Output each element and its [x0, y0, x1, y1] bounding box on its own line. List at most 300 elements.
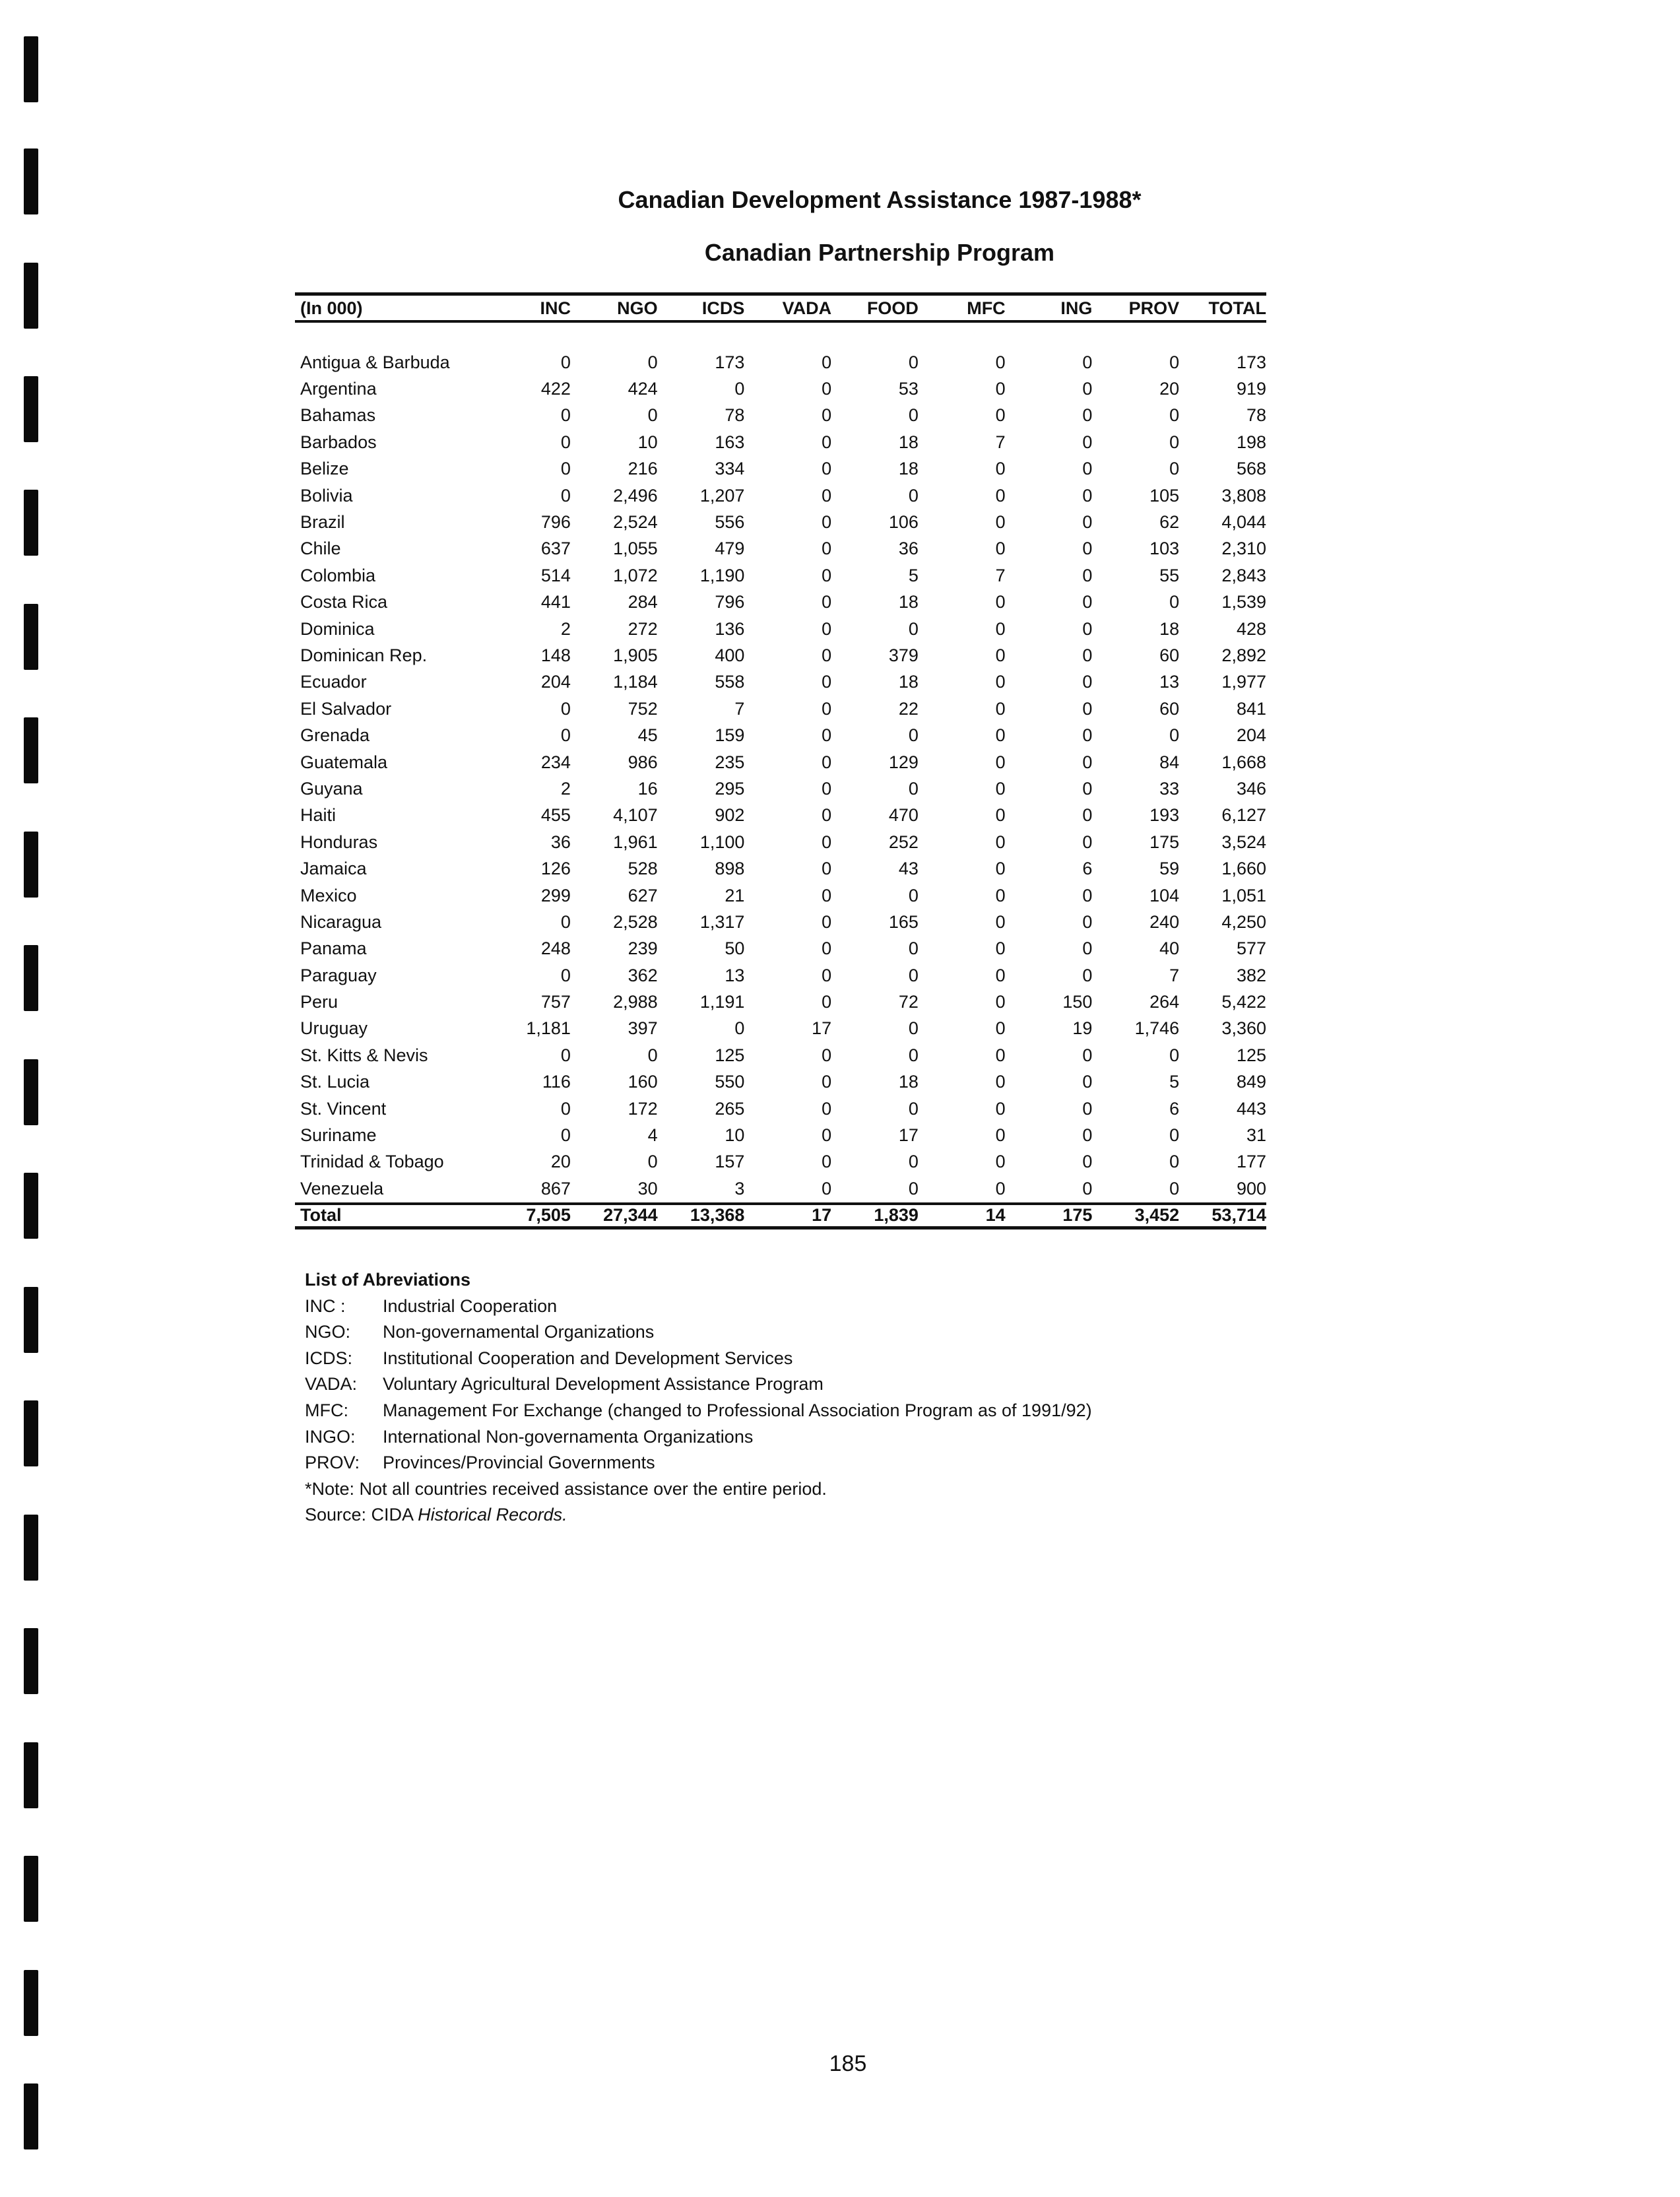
value-cell: 1,100	[699, 832, 745, 852]
value-cell: 204	[540, 672, 571, 692]
abbreviation-definition: Voluntary Agricultural Development Assistance Program	[383, 1374, 824, 1394]
value-cell: 0	[560, 352, 571, 372]
country-cell: Trinidad & Tobago	[300, 1152, 444, 1172]
assistance-table	[295, 292, 1266, 1230]
value-cell: 0	[1082, 752, 1093, 772]
abbreviation-item	[305, 1371, 1092, 1398]
value-cell: 284	[628, 592, 658, 612]
abbreviation-code: INGO:	[305, 1426, 356, 1447]
value-cell: 0	[1169, 405, 1180, 426]
country-cell: Chile	[300, 539, 341, 559]
value-cell: 0	[822, 379, 832, 399]
value-cell: 103	[1149, 539, 1180, 559]
column-header: TOTAL	[1208, 298, 1266, 318]
total-value-cell: 27,344	[603, 1205, 658, 1225]
value-cell: 19	[1072, 1018, 1093, 1039]
value-cell: 0	[1082, 1178, 1093, 1198]
value-cell: 50	[725, 938, 745, 959]
value-cell: 60	[1159, 698, 1180, 719]
value-cell: 514	[540, 565, 571, 585]
table-row	[295, 669, 1266, 696]
column-header: MFC	[967, 298, 1006, 318]
value-cell: 0	[560, 432, 571, 452]
value-cell: 239	[628, 938, 658, 959]
value-cell: 116	[542, 1072, 571, 1092]
country-cell: Belize	[300, 459, 349, 479]
value-cell: 0	[908, 405, 919, 426]
column-header: NGO	[617, 298, 658, 318]
value-cell: 0	[908, 1178, 919, 1198]
value-cell: 216	[628, 459, 658, 479]
value-cell: 0	[995, 672, 1006, 692]
value-cell: 0	[995, 832, 1006, 852]
value-cell: 382	[1236, 965, 1266, 985]
value-cell: 0	[1082, 405, 1093, 426]
value-cell: 479	[715, 539, 745, 559]
value-cell: 0	[995, 405, 1006, 426]
total-value-cell: 14	[985, 1205, 1006, 1225]
value-cell: 397	[628, 1018, 658, 1039]
value-cell: 0	[822, 725, 832, 746]
spacer-row	[295, 321, 1266, 349]
value-cell: 0	[822, 965, 832, 985]
country-cell: Venezuela	[300, 1178, 384, 1198]
value-cell: 0	[1082, 965, 1093, 985]
value-cell: 0	[560, 698, 571, 719]
value-cell: 55	[1159, 565, 1180, 585]
country-cell: St. Kitts & Nevis	[300, 1045, 428, 1065]
value-cell: 78	[1246, 405, 1266, 426]
value-cell: 40	[1159, 938, 1180, 959]
table-row	[295, 829, 1266, 855]
value-cell: 2	[560, 618, 571, 639]
country-cell: Haiti	[300, 805, 337, 826]
value-cell: 172	[628, 1098, 658, 1119]
binder-mark	[24, 148, 38, 214]
value-cell: 334	[715, 459, 745, 479]
column-header: INC	[540, 298, 571, 318]
value-cell: 1,977	[1221, 672, 1266, 692]
value-cell: 4,107	[613, 805, 658, 826]
table-row	[295, 536, 1266, 562]
value-cell: 0	[822, 1152, 832, 1172]
value-cell: 0	[995, 1072, 1006, 1092]
table-row	[295, 1069, 1266, 1096]
table-row	[295, 1122, 1266, 1148]
value-cell: 0	[995, 512, 1006, 533]
value-cell: 0	[560, 1125, 571, 1146]
value-cell: 53	[898, 379, 919, 399]
value-cell: 3	[734, 1178, 745, 1198]
value-cell: 7	[995, 432, 1006, 452]
value-cell: 17	[812, 1018, 832, 1039]
value-cell: 568	[1236, 459, 1266, 479]
value-cell: 0	[908, 1098, 919, 1119]
value-cell: 0	[995, 805, 1006, 826]
value-cell: 1,746	[1134, 1018, 1180, 1039]
binder-mark	[24, 1856, 38, 1922]
table-total-row	[295, 1204, 1266, 1228]
value-cell: 0	[822, 1072, 832, 1092]
table-header-row	[295, 294, 1266, 322]
value-cell: 0	[995, 885, 1006, 905]
value-cell: 0	[647, 352, 658, 372]
abbreviation-code: MFC:	[305, 1400, 348, 1420]
source-title: Historical Records.	[418, 1505, 567, 1525]
value-cell: 0	[1082, 1125, 1093, 1146]
value-cell: 0	[822, 832, 832, 852]
value-cell: 159	[715, 725, 745, 746]
value-cell: 265	[715, 1098, 745, 1119]
value-cell: 5	[1169, 1072, 1180, 1092]
source-prefix: Source: CIDA	[305, 1505, 418, 1525]
table-row	[295, 803, 1266, 829]
value-cell: 0	[1082, 459, 1093, 479]
value-cell: 550	[715, 1072, 745, 1092]
total-label: Total	[300, 1205, 342, 1225]
value-cell: 2,892	[1221, 645, 1266, 665]
column-header: ING	[1060, 298, 1093, 318]
source-line	[305, 1502, 1092, 1528]
binder-mark	[24, 1059, 38, 1125]
value-cell: 7	[734, 698, 745, 719]
table-row	[295, 1149, 1266, 1175]
value-cell: 0	[822, 911, 832, 932]
value-cell: 0	[822, 859, 832, 879]
value-cell: 556	[715, 512, 745, 533]
value-cell: 0	[822, 432, 832, 452]
value-cell: 867	[540, 1178, 571, 1198]
country-cell: Nicaragua	[300, 911, 382, 932]
value-cell: 0	[995, 752, 1006, 772]
value-cell: 104	[1149, 885, 1180, 905]
value-cell: 2,843	[1221, 565, 1266, 585]
value-cell: 3,524	[1221, 832, 1266, 852]
abbreviation-heading: List of Abreviations	[305, 1270, 471, 1290]
value-cell: 0	[647, 1045, 658, 1065]
country-cell: Mexico	[300, 885, 357, 905]
value-cell: 18	[898, 1072, 919, 1092]
value-cell: 126	[540, 859, 571, 879]
value-cell: 0	[908, 1018, 919, 1039]
value-cell: 0	[908, 885, 919, 905]
value-cell: 0	[995, 1098, 1006, 1119]
value-cell: 1,055	[613, 539, 658, 559]
value-cell: 0	[1169, 352, 1180, 372]
value-cell: 0	[560, 485, 571, 506]
value-cell: 165	[888, 911, 919, 932]
value-cell: 0	[1082, 565, 1093, 585]
abbreviation-item	[305, 1346, 1092, 1372]
document-subtitle: Canadian Partnership Program	[704, 239, 1055, 266]
value-cell: 428	[1236, 618, 1266, 639]
value-cell: 3,808	[1221, 485, 1266, 506]
value-cell: 0	[560, 1098, 571, 1119]
table-row	[295, 456, 1266, 482]
value-cell: 0	[1082, 1098, 1093, 1119]
value-cell: 0	[995, 485, 1006, 506]
value-cell: 0	[1082, 698, 1093, 719]
table-row	[295, 1042, 1266, 1068]
value-cell: 0	[822, 805, 832, 826]
value-cell: 1,191	[699, 992, 745, 1012]
table-row	[295, 509, 1266, 535]
value-cell: 60	[1159, 645, 1180, 665]
value-cell: 2,524	[613, 512, 658, 533]
value-cell: 2	[560, 778, 571, 799]
value-cell: 0	[1082, 1045, 1093, 1065]
value-cell: 0	[995, 965, 1006, 985]
value-cell: 0	[1082, 885, 1093, 905]
value-cell: 2,988	[613, 992, 658, 1012]
value-cell: 902	[715, 805, 745, 826]
country-cell: Bahamas	[300, 405, 376, 426]
value-cell: 0	[822, 1125, 832, 1146]
binder-mark	[24, 717, 38, 783]
value-cell: 422	[540, 379, 571, 399]
value-cell: 752	[628, 698, 658, 719]
value-cell: 1,961	[613, 832, 658, 852]
value-cell: 0	[995, 645, 1006, 665]
total-value-cell: 7,505	[526, 1205, 571, 1225]
country-cell: Colombia	[300, 565, 376, 585]
value-cell: 0	[822, 885, 832, 905]
value-cell: 193	[1149, 805, 1180, 826]
value-cell: 7	[1169, 965, 1180, 985]
value-cell: 0	[1082, 672, 1093, 692]
value-cell: 62	[1159, 512, 1180, 533]
binder-mark	[24, 2083, 38, 2149]
table-row	[295, 589, 1266, 616]
value-cell: 2,310	[1221, 539, 1266, 559]
value-cell: 0	[1082, 911, 1093, 932]
value-cell: 1,660	[1221, 859, 1266, 879]
binder-mark	[24, 376, 38, 442]
value-cell: 295	[715, 778, 745, 799]
abbreviation-definition: Provinces/Provincial Governments	[383, 1453, 655, 1473]
value-cell: 0	[995, 1018, 1006, 1039]
value-cell: 173	[1236, 352, 1266, 372]
value-cell: 362	[628, 965, 658, 985]
country-cell: Dominica	[300, 618, 375, 639]
value-cell: 175	[1149, 832, 1180, 852]
binder-mark	[24, 263, 38, 329]
value-cell: 0	[822, 645, 832, 665]
value-cell: 0	[995, 938, 1006, 959]
value-cell: 78	[725, 405, 745, 426]
value-cell: 7	[995, 565, 1006, 585]
value-cell: 0	[822, 938, 832, 959]
value-cell: 0	[560, 911, 571, 932]
abbreviation-item	[305, 1319, 1092, 1346]
value-cell: 18	[898, 459, 919, 479]
value-cell: 0	[908, 778, 919, 799]
table-row	[295, 989, 1266, 1015]
table-row	[295, 482, 1266, 509]
value-cell: 0	[1082, 645, 1093, 665]
binder-mark	[24, 490, 38, 556]
country-cell: St. Lucia	[300, 1072, 370, 1092]
value-cell: 0	[1169, 725, 1180, 746]
value-cell: 0	[1082, 778, 1093, 799]
value-cell: 0	[995, 1045, 1006, 1065]
value-cell: 0	[560, 725, 571, 746]
value-cell: 0	[560, 1045, 571, 1065]
table-row	[295, 1016, 1266, 1042]
value-cell: 455	[540, 805, 571, 826]
country-cell: Ecuador	[300, 672, 367, 692]
value-cell: 0	[822, 698, 832, 719]
value-cell: 157	[715, 1152, 745, 1172]
value-cell: 841	[1236, 698, 1266, 719]
value-cell: 0	[995, 698, 1006, 719]
abbreviation-code: ICDS:	[305, 1348, 353, 1368]
value-cell: 0	[822, 992, 832, 1012]
country-cell: Argentina	[300, 379, 377, 399]
value-cell: 919	[1236, 379, 1266, 399]
country-cell: Uruguay	[300, 1018, 368, 1039]
abbreviation-item	[305, 1450, 1092, 1476]
value-cell: 900	[1236, 1178, 1266, 1198]
abbreviation-list	[305, 1267, 1092, 1528]
abbreviation-code: VADA:	[305, 1374, 358, 1394]
value-cell: 986	[628, 752, 658, 772]
value-cell: 0	[995, 911, 1006, 932]
table-row	[295, 1096, 1266, 1122]
column-header: PROV	[1128, 298, 1180, 318]
value-cell: 0	[995, 459, 1006, 479]
value-cell: 105	[1149, 485, 1180, 506]
value-cell: 796	[540, 512, 571, 533]
value-cell: 1,905	[613, 645, 658, 665]
abbreviation-code: NGO:	[305, 1322, 351, 1342]
value-cell: 0	[822, 565, 832, 585]
value-cell: 0	[908, 618, 919, 639]
country-cell: Grenada	[300, 725, 370, 746]
abbreviation-definition: Management For Exchange (changed to Professional Association Program as of 1991/92)	[383, 1400, 1092, 1420]
country-cell: Paraguay	[300, 965, 377, 985]
value-cell: 240	[1149, 911, 1180, 932]
value-cell: 1,184	[613, 672, 658, 692]
value-cell: 0	[908, 1152, 919, 1172]
table-row	[295, 722, 1266, 748]
country-cell: Bolivia	[300, 485, 353, 506]
binder-mark	[24, 945, 38, 1011]
value-cell: 173	[715, 352, 745, 372]
table-row	[295, 616, 1266, 642]
binder-mark	[24, 1173, 38, 1239]
value-cell: 0	[822, 1178, 832, 1198]
value-cell: 0	[822, 672, 832, 692]
value-cell: 2,496	[613, 485, 658, 506]
table-row	[295, 855, 1266, 882]
value-cell: 0	[822, 485, 832, 506]
value-cell: 0	[822, 592, 832, 612]
value-cell: 36	[550, 832, 571, 852]
value-cell: 0	[995, 1152, 1006, 1172]
value-cell: 36	[898, 539, 919, 559]
abbreviation-definition: Institutional Cooperation and Development Services	[383, 1348, 793, 1368]
value-cell: 1,072	[613, 565, 658, 585]
value-cell: 1,539	[1221, 592, 1266, 612]
value-cell: 441	[540, 592, 571, 612]
column-header: FOOD	[866, 298, 919, 318]
value-cell: 0	[1169, 1152, 1180, 1172]
country-cell: Suriname	[300, 1125, 377, 1146]
value-cell: 198	[1236, 432, 1266, 452]
value-cell: 0	[995, 592, 1006, 612]
column-header: (In 000)	[300, 298, 363, 318]
value-cell: 0	[995, 618, 1006, 639]
value-cell: 22	[898, 698, 919, 719]
value-cell: 272	[628, 618, 658, 639]
value-cell: 20	[1159, 379, 1180, 399]
value-cell: 21	[725, 885, 745, 905]
value-cell: 1,190	[699, 565, 745, 585]
value-cell: 264	[1149, 992, 1180, 1012]
table-row	[295, 962, 1266, 989]
table-row	[295, 882, 1266, 909]
value-cell: 0	[1169, 459, 1180, 479]
document-title: Canadian Development Assistance 1987-1988*	[618, 186, 1142, 213]
value-cell: 125	[715, 1045, 745, 1065]
value-cell: 1,207	[699, 485, 745, 506]
value-cell: 30	[637, 1178, 658, 1198]
value-cell: 204	[1236, 725, 1266, 746]
binder-mark	[24, 1742, 38, 1808]
abbreviation-item	[305, 1294, 1092, 1320]
country-cell: Honduras	[300, 832, 378, 852]
value-cell: 106	[888, 512, 919, 533]
value-cell: 16	[637, 778, 658, 799]
value-cell: 0	[995, 352, 1006, 372]
value-cell: 0	[908, 938, 919, 959]
value-cell: 0	[1169, 1045, 1180, 1065]
value-cell: 424	[628, 379, 658, 399]
value-cell: 0	[647, 405, 658, 426]
value-cell: 0	[1082, 725, 1093, 746]
total-value-cell: 1,839	[874, 1205, 919, 1225]
value-cell: 898	[715, 859, 745, 879]
column-header: VADA	[782, 298, 832, 318]
value-cell: 59	[1159, 859, 1180, 879]
table-row	[295, 642, 1266, 669]
value-cell: 43	[898, 859, 919, 879]
value-cell: 0	[1082, 618, 1093, 639]
value-cell: 637	[540, 539, 571, 559]
value-cell: 0	[1082, 539, 1093, 559]
value-cell: 5	[908, 565, 919, 585]
value-cell: 0	[1082, 1072, 1093, 1092]
table-row	[295, 696, 1266, 722]
value-cell: 0	[734, 1018, 745, 1039]
value-cell: 136	[715, 618, 745, 639]
value-cell: 5,422	[1221, 992, 1266, 1012]
page-number: 185	[829, 2051, 867, 2076]
value-cell: 252	[888, 832, 919, 852]
value-cell: 0	[1082, 432, 1093, 452]
value-cell: 0	[908, 965, 919, 985]
table-row	[295, 909, 1266, 935]
value-cell: 346	[1236, 778, 1266, 799]
value-cell: 0	[995, 859, 1006, 879]
value-cell: 0	[822, 459, 832, 479]
value-cell: 0	[1169, 592, 1180, 612]
abbreviation-definition: Industrial Cooperation	[383, 1295, 558, 1316]
value-cell: 0	[1169, 432, 1180, 452]
binder-mark	[24, 1628, 38, 1694]
value-cell: 4,250	[1221, 911, 1266, 932]
